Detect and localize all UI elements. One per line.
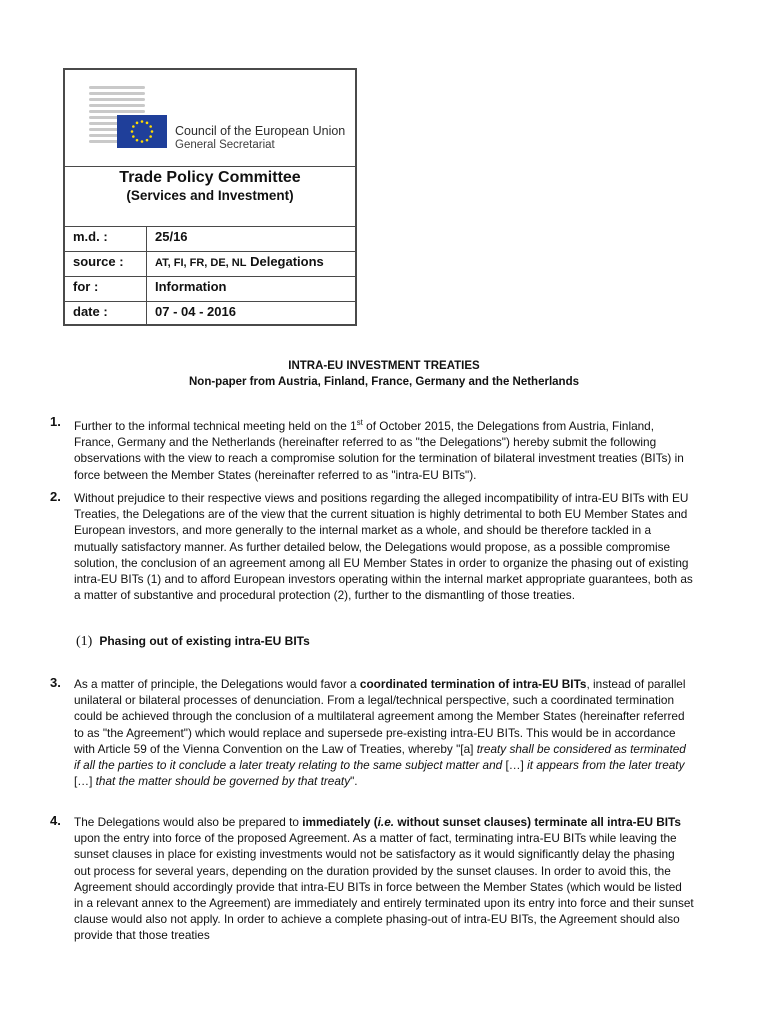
paragraph-number: 1. bbox=[50, 414, 61, 429]
meta-value: Information bbox=[155, 279, 227, 294]
paragraph-number: 2. bbox=[50, 489, 61, 504]
logo-area bbox=[65, 70, 355, 167]
text-run: , instead of parallel unilateral or bilateral processes of denunciation. From a legal/technical perspective, such a coordinated termination could be achieved through the conclusion of a multilateral agreement among the Member States (hereinafter referred to as "the Agreement") which would replace and supersede pre-existing intra-EU BITs. This would be in accordance with Article 59 of the Vienna Convention on the Law of Treaties, whereby "[a] bbox=[74, 677, 686, 756]
paragraph-number: 4. bbox=[50, 813, 61, 828]
meta-value-prefix: AT, FI, FR, DE, NL bbox=[155, 257, 247, 269]
eu-star-icon bbox=[149, 135, 152, 138]
text-run: upon the entry into force of the proposed Agreement. As a matter of fact, terminating intra-EU BITs while leaving the sunset clauses in place for existing investments would not be satisfactory as it would significantly delay the phasing out process for several years, depending on the duration provided by the sunset clauses. In order to avoid this, the Agreement should accordingly provide that intra-EU BITs in force between the Member States (which would be listed in a relevant annex to the Agreement) are immediately and entirely terminated upon its entry into force and their sunset clause would also not apply. In order to achieve a complete phasing-out of intra-EU BITs, the Agreement should also provide that those treaties bbox=[74, 831, 694, 943]
meta-row-for bbox=[65, 276, 355, 302]
bold-run: coordinated termination of intra-EU BITs bbox=[359, 677, 587, 691]
text-run: As a matter of principle, the Delegations would favor a bbox=[74, 677, 360, 691]
eu-star-icon bbox=[132, 125, 135, 128]
meta-label: for : bbox=[73, 279, 99, 294]
eu-star-icon bbox=[141, 120, 144, 123]
document-subtitle: Non-paper from Austria, Finland, France, Germany and the Netherlands bbox=[188, 376, 579, 388]
eu-star-icon bbox=[132, 135, 135, 138]
italic-run: treaty shall be considered as terminated if all the parties to it conclude a later treaty relating to the same subject matter and bbox=[74, 741, 686, 773]
meta-value: 07 - 04 - 2016 bbox=[155, 304, 236, 319]
meta-value: 25/16 bbox=[155, 229, 188, 244]
italic-run: it appears from the later treaty bbox=[527, 758, 685, 773]
paragraph-1 bbox=[74, 415, 694, 483]
text-run: Further to the informal technical meeting held on the 1 bbox=[74, 418, 357, 433]
italic-run: that the matter should be governed by that treaty bbox=[95, 774, 351, 789]
eu-star-icon bbox=[151, 130, 154, 133]
section-number: (1) bbox=[76, 634, 93, 649]
meta-label: source : bbox=[73, 254, 124, 269]
committee-subtitle: (Services and Investment) bbox=[126, 188, 294, 203]
meta-label: m.d. : bbox=[73, 229, 108, 244]
paragraph-2: Without prejudice to their respective views and positions regarding the alleged incompatibility of intra-EU BITs with EU Treaties, the Delegations are of the view that the current situation is highly detrimental to both EU Member States and European investors, and more generally to the internal market as a whole, and should be therefore tackled in a mutually satisfactory manner. As further detailed below, the Delegations would propose, as a possible compromise solution, the conclusion of an agreement among all EU Member States in order to organize the phasing out of existing intra-EU BITs (1) and to afford European investors operating within the internal market appropriate guarantees, both as a matter of substantive and procedural protection (2), further to the dismantling of those treaties. bbox=[74, 491, 693, 603]
document-title: INTRA-EU INVESTMENT TREATIES bbox=[288, 360, 480, 372]
eu-star-icon bbox=[146, 139, 149, 142]
meta-value-main: Delegations bbox=[250, 254, 324, 269]
eu-flag-icon bbox=[117, 115, 167, 148]
org-subtitle: General Secretariat bbox=[175, 139, 275, 151]
eu-star-icon bbox=[146, 122, 149, 125]
bold-run: without sunset clauses) terminate all intra-EU BITs bbox=[394, 815, 681, 829]
committee-title: Trade Policy Committee bbox=[119, 169, 301, 186]
meta-row-date bbox=[65, 301, 355, 326]
bold-run: immediately ( bbox=[302, 815, 378, 829]
paragraph-3 bbox=[74, 676, 694, 789]
paragraph-4 bbox=[74, 814, 694, 944]
text-run: […] bbox=[74, 774, 96, 789]
meta-row-md bbox=[65, 226, 355, 252]
section-title: Phasing out of existing intra-EU BITs bbox=[99, 634, 310, 648]
eu-star-icon bbox=[131, 130, 134, 133]
text-run: of October 2015, the Delegations from Austria, Finland, France, Germany and the Netherlands (hereinafter referred to as "the Delegations") hereby submit the following observations with the view to reach a compromise solution for the termination of bilateral investment treaties (BITs) in force between the Member States (hereinafter referred to as "intra-EU BITs"). bbox=[74, 418, 684, 482]
text-run: […] bbox=[502, 758, 528, 773]
text-run: ". bbox=[350, 774, 358, 789]
org-name: Council of the European Union bbox=[175, 124, 346, 138]
text-run: The Delegations would also be prepared to bbox=[74, 815, 303, 829]
meta-label: date : bbox=[73, 304, 108, 319]
committee-block bbox=[65, 166, 355, 227]
eu-star-icon bbox=[136, 122, 139, 125]
section-heading bbox=[76, 634, 310, 650]
eu-star-icon bbox=[149, 125, 152, 128]
eu-star-icon bbox=[136, 139, 139, 142]
document-header-box bbox=[63, 68, 357, 326]
bold-italic-run: i.e. bbox=[377, 815, 395, 829]
paragraph-number: 3. bbox=[50, 675, 61, 690]
eu-star-icon bbox=[141, 140, 144, 143]
meta-row-source bbox=[65, 251, 355, 277]
meta-value bbox=[155, 254, 324, 269]
superscript: st bbox=[356, 418, 363, 427]
